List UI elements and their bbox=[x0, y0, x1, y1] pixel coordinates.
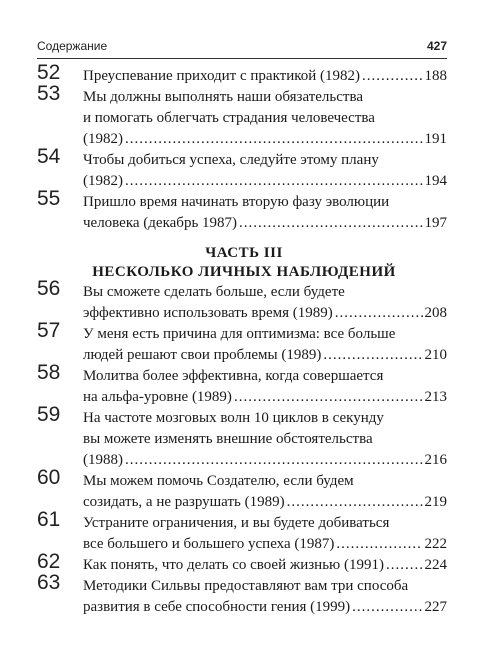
chapter-title-last-line bbox=[83, 450, 447, 471]
chapter-number: 60 bbox=[37, 466, 61, 489]
chapter-title bbox=[83, 192, 447, 234]
dot-leader bbox=[352, 597, 422, 618]
dot-leader bbox=[125, 171, 423, 192]
chapter-number: 58 bbox=[37, 361, 61, 384]
entry-page-number: 191 bbox=[424, 131, 447, 147]
chapter-number: 56 bbox=[37, 277, 61, 300]
chapter-title bbox=[83, 408, 447, 471]
dot-leader bbox=[323, 345, 422, 366]
header-rule bbox=[37, 58, 447, 59]
entry-page-number: 222 bbox=[424, 536, 447, 552]
entry-page-number: 194 bbox=[424, 173, 447, 189]
chapter-title bbox=[83, 576, 447, 618]
chapter-title-last-line bbox=[83, 534, 447, 555]
chapter-title bbox=[83, 555, 447, 576]
chapter-title bbox=[83, 150, 447, 192]
dot-leader bbox=[386, 555, 423, 576]
chapter-title-last-line bbox=[83, 171, 447, 192]
chapter-title-text: Преуспевание приходит с практикой (1982) bbox=[83, 68, 361, 84]
chapter-title-text: (1988) bbox=[83, 452, 123, 468]
chapter-title-text: (1982) bbox=[83, 131, 123, 147]
section-title: Содержание bbox=[37, 39, 108, 53]
chapter-title-last-line bbox=[83, 492, 447, 513]
entry-page-number: 188 bbox=[424, 68, 447, 84]
entry-page-number: 227 bbox=[424, 599, 447, 615]
running-head bbox=[37, 38, 447, 55]
chapter-title-line: Мы должны выполнять наши обязательства bbox=[83, 89, 364, 105]
chapter-title-line: вы можете изменять внешние обстоятельства bbox=[83, 431, 373, 447]
chapter-title-text: эффективно использовать время (1989) bbox=[83, 305, 333, 321]
chapter-title bbox=[83, 513, 447, 555]
chapter-title bbox=[83, 282, 447, 324]
chapter-title-last-line bbox=[83, 213, 447, 234]
chapter-title-text: созидать, а не разрушать (1989) bbox=[83, 494, 285, 510]
entry-page-number: 216 bbox=[424, 452, 447, 468]
chapter-title-last-line bbox=[83, 555, 447, 576]
chapter-title bbox=[83, 324, 447, 366]
chapter-title-line: Пришло время начинать вторую фазу эволюции bbox=[83, 194, 390, 210]
chapter-title-last-line bbox=[83, 129, 447, 150]
chapter-title-line: Чтобы добиться успеха, следуйте этому плану bbox=[83, 152, 379, 168]
dot-leader bbox=[125, 450, 423, 471]
chapter-number: 53 bbox=[37, 82, 61, 105]
entry-page-number: 210 bbox=[424, 347, 447, 363]
entry-page-number: 208 bbox=[424, 305, 447, 321]
entry-page-number: 197 bbox=[424, 215, 447, 231]
dot-leader bbox=[234, 387, 423, 408]
chapter-number: 63 bbox=[37, 571, 61, 594]
chapter-title-line: Методики Сильвы предоставляют вам три способа bbox=[83, 578, 409, 594]
chapter-title-line: Мы можем помочь Создателю, если будем bbox=[83, 473, 354, 489]
chapter-number: 61 bbox=[37, 508, 61, 531]
part-title: НЕСКОЛЬКО ЛИЧНЫХ НАБЛЮДЕНИЙ bbox=[92, 264, 396, 280]
chapter-title-text: на альфа-уровне (1989) bbox=[83, 389, 232, 405]
dot-leader bbox=[335, 303, 423, 324]
dot-leader bbox=[239, 213, 422, 234]
chapter-title-line: Молитва более эффективна, когда совершается bbox=[83, 368, 384, 384]
chapter-title-text: Как понять, что делать со своей жизнью (1991) bbox=[83, 557, 384, 573]
chapter-title-text: все большего и большего успеха (1987) bbox=[83, 536, 335, 552]
chapter-number: 59 bbox=[37, 403, 61, 426]
chapter-title-line: и помогать облегчать страдания человечества bbox=[83, 110, 375, 126]
entry-page-number: 213 bbox=[424, 389, 447, 405]
chapter-number: 57 bbox=[37, 319, 61, 342]
chapter-title bbox=[83, 366, 447, 408]
dot-leader bbox=[362, 66, 422, 87]
chapter-title-line: Вы сможете сделать больше, если будете bbox=[83, 284, 345, 300]
chapter-title bbox=[83, 87, 447, 150]
chapter-title-last-line bbox=[83, 387, 447, 408]
chapter-title-text: (1982) bbox=[83, 173, 123, 189]
chapter-title-last-line bbox=[83, 303, 447, 324]
entry-page-number: 224 bbox=[424, 557, 447, 573]
chapter-number: 62 bbox=[37, 550, 61, 573]
chapter-title-line: На частоте мозговых волн 10 циклов в секунду bbox=[83, 410, 384, 426]
dot-leader bbox=[336, 534, 422, 555]
chapter-title-text: людей решают свои проблемы (1989) bbox=[83, 347, 322, 363]
part-label: ЧАСТЬ III bbox=[205, 245, 283, 261]
chapter-title-line: У меня есть причина для оптимизма: все больше bbox=[83, 326, 396, 342]
entry-page-number: 219 bbox=[424, 494, 447, 510]
chapter-title-text: человека (декабрь 1987) bbox=[83, 215, 238, 231]
chapter-title bbox=[83, 471, 447, 513]
chapter-title-line: Устраните ограничения, и вы будете добиваться bbox=[83, 515, 390, 531]
chapter-number: 52 bbox=[37, 61, 61, 84]
dot-leader bbox=[125, 129, 423, 150]
chapter-number: 55 bbox=[37, 187, 61, 210]
page-number: 427 bbox=[426, 39, 447, 53]
chapter-number: 54 bbox=[37, 145, 61, 168]
chapter-title bbox=[83, 66, 447, 87]
dot-leader bbox=[287, 492, 423, 513]
chapter-title-last-line bbox=[83, 345, 447, 366]
chapter-title-text: развития в себе способности гения (1999) bbox=[83, 599, 351, 615]
chapter-title-last-line bbox=[83, 66, 447, 87]
chapter-title-last-line bbox=[83, 597, 447, 618]
